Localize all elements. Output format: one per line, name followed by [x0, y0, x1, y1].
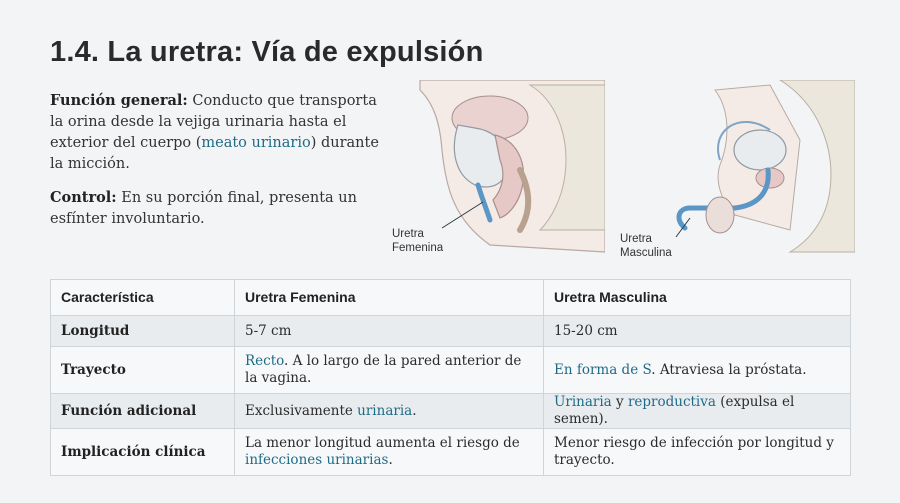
cell-text: (expulsa el semen). — [554, 394, 795, 427]
row-label: Función adicional — [51, 394, 235, 429]
cell-uretra-femenina — [235, 394, 544, 429]
highlighted-term: Urinaria — [554, 394, 612, 410]
cell-text: . A lo largo de la pared anterior de la vagina. — [245, 353, 522, 386]
header-uretra-femenina: Uretra Femenina — [235, 280, 544, 316]
cell-text: . Atraviesa la próstata. — [651, 361, 807, 378]
table-row — [51, 429, 851, 476]
cell-uretra-masculina — [544, 394, 851, 429]
row-label: Trayecto — [51, 347, 235, 394]
highlighted-term: infecciones urinarias — [245, 452, 389, 468]
funcion-general-text-2: ) durante la micción. — [50, 135, 379, 172]
cell-uretra-femenina — [235, 316, 544, 347]
cell-text: . — [412, 402, 417, 419]
funcion-general-text-1: Conducto que transporta la orina desde la vejiga urinaria hasta el exterior del cuerpo ( — [50, 93, 377, 151]
cell-text: . — [388, 452, 393, 468]
funcion-general-paragraph — [50, 90, 380, 175]
cell-text: 5-7 cm — [245, 322, 292, 339]
table-row — [51, 316, 851, 347]
cell-uretra-femenina — [235, 429, 544, 476]
cell-uretra-masculina — [544, 316, 851, 347]
header-caracteristica: Característica — [51, 280, 235, 316]
highlighted-term: Recto — [245, 353, 285, 369]
row-label: Implicación clínica — [51, 429, 235, 476]
male-urethra-label — [620, 232, 672, 260]
highlighted-term: urinaria — [357, 402, 413, 419]
meato-urinario-term: meato urinario — [201, 135, 311, 151]
intro-text — [50, 90, 380, 242]
female-label-line-2: Femenina — [392, 242, 444, 254]
cell-text: Menor riesgo de infección por longitud y trayecto. — [554, 435, 834, 468]
male-label-line-1: Uretra — [620, 233, 652, 245]
control-text: En su porción final, presenta un esfínter involuntario. — [50, 190, 357, 227]
control-label: Control: — [50, 189, 117, 206]
highlighted-term: En forma de S — [554, 361, 652, 378]
cell-uretra-masculina — [544, 347, 851, 394]
table-row — [51, 347, 851, 394]
female-urethra-label — [392, 227, 443, 255]
highlighted-term: reproductiva — [627, 394, 716, 410]
male-label-line-2: Masculina — [620, 247, 672, 259]
cell-text: La menor longitud aumenta el riesgo de — [245, 435, 520, 451]
page-title: 1.4. La uretra: Vía de expulsión — [50, 36, 484, 68]
table-row — [51, 394, 851, 429]
cell-text: Exclusivamente — [245, 402, 358, 419]
funcion-general-label: Función general: — [50, 92, 188, 109]
cell-uretra-femenina — [235, 347, 544, 394]
cell-uretra-masculina — [544, 429, 851, 476]
row-label: Longitud — [51, 316, 235, 347]
header-uretra-masculina: Uretra Masculina — [544, 280, 851, 316]
control-paragraph — [50, 187, 380, 230]
comparison-table — [50, 279, 851, 476]
cell-text: 15-20 cm — [554, 322, 618, 339]
cell-text: y — [611, 394, 628, 410]
table-header-row — [51, 280, 851, 316]
female-label-line-1: Uretra — [392, 228, 424, 240]
